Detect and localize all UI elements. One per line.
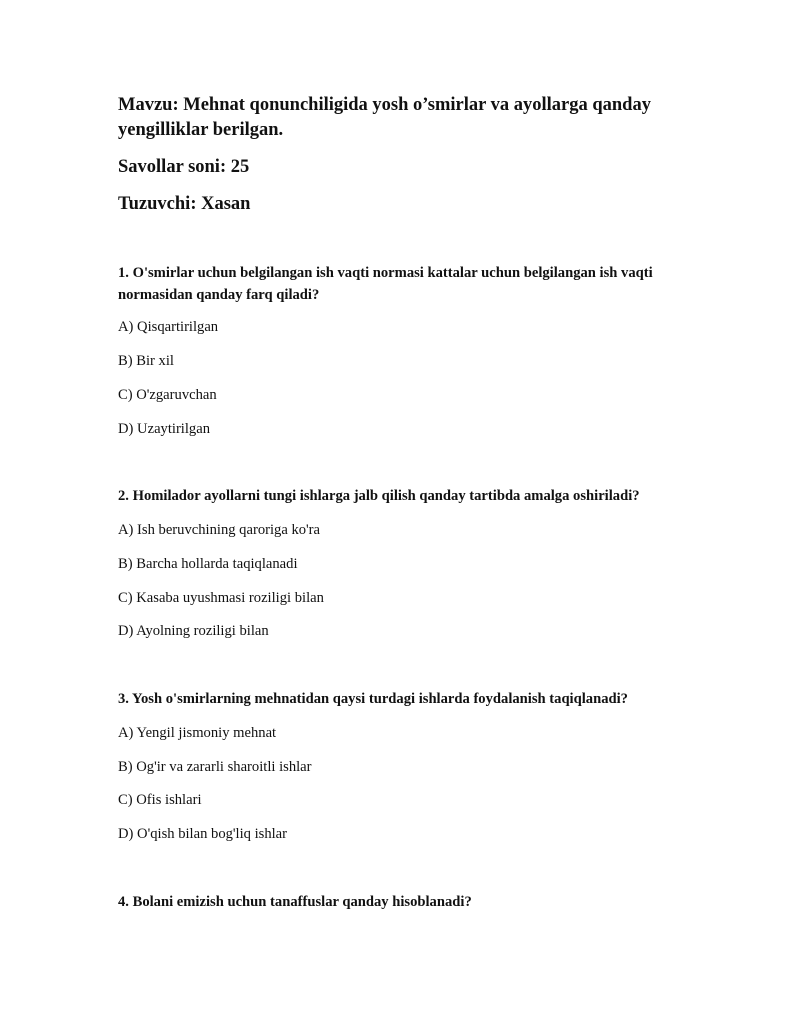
answer-option: D) O'qish bilan bog'liq ishlar [118, 826, 288, 842]
question-count: Savollar soni: 25 [118, 157, 250, 177]
answer-option: D) Ayolning roziligi bilan [118, 623, 269, 639]
document-title: Mavzu: Mehnat qonunchiligida yosh o’smirlar va ayollarga qanday yengilliklar berilgan. [118, 95, 651, 140]
answer-option: A) Yengil jismoniy mehnat [118, 725, 277, 741]
question-text: 4. Bolani emizish uchun tanaffuslar qanday hisoblanadi? [118, 894, 472, 910]
answer-option: C) Kasaba uyushmasi roziligi bilan [118, 590, 324, 606]
answer-option: C) O'zgaruvchan [118, 387, 217, 403]
answer-option: A) Ish beruvchining qaroriga ko'ra [118, 522, 321, 538]
answer-option: D) Uzaytirilgan [118, 421, 210, 437]
answer-option: B) Barcha hollarda taqiqlanadi [118, 556, 298, 572]
answer-option: B) Bir xil [118, 353, 174, 369]
answer-option: B) Og'ir va zararli sharoitli ishlar [118, 759, 312, 775]
question-text: 3. Yosh o'smirlarning mehnatidan qaysi turdagi ishlarda foydalanish taqiqlanadi? [118, 691, 628, 707]
author-line: Tuzuvchi: Xasan [118, 194, 251, 214]
answer-option: A) Qisqartirilgan [118, 319, 219, 335]
answer-option: C) Ofis ishlari [118, 792, 202, 808]
question-text: 2. Homilador ayollarni tungi ishlarga jalb qilish qanday tartibda amalga oshiriladi? [118, 488, 640, 504]
question-text: 1. O'smirlar uchun belgilangan ish vaqti normasi kattalar uchun belgilangan ish vaqti normasidan qanday farq qiladi? [118, 265, 653, 303]
